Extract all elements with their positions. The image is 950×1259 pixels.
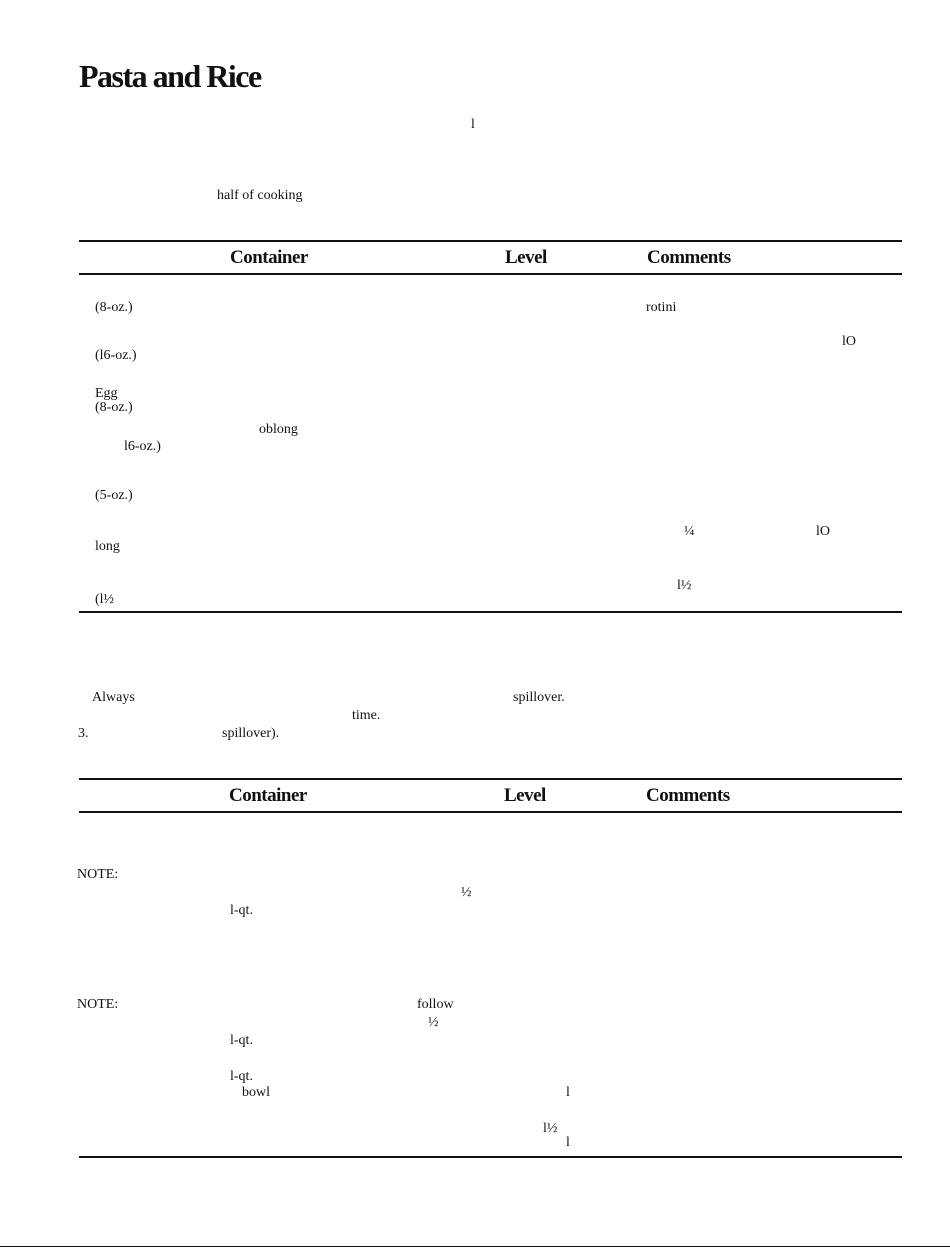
- table1-fragment: lO: [842, 334, 856, 349]
- table1-fragment: (8-oz.): [95, 300, 133, 315]
- table1-fragment: (l6-oz.): [95, 348, 137, 363]
- table1-fragment: ¼: [684, 524, 695, 539]
- table2-note-label: NOTE:: [77, 867, 119, 882]
- table2-header-rule: [79, 811, 902, 813]
- page-title: Pasta and Rice: [79, 58, 261, 94]
- table2-fragment: l-qt.: [230, 903, 253, 918]
- table2-header-level: Level: [504, 785, 546, 806]
- table2-top-rule: [79, 778, 902, 780]
- table1-top-rule: [79, 240, 902, 242]
- table1-fragment: l½: [677, 578, 692, 593]
- notes-fragment: time.: [352, 708, 381, 723]
- table2-fragment: bowl: [242, 1085, 270, 1100]
- intro-fragment: half of cooking: [217, 188, 303, 203]
- table1-fragment: (5-oz.): [95, 488, 133, 503]
- notes-fragment: spillover).: [222, 726, 280, 741]
- table2-fragment: l: [566, 1085, 570, 1100]
- table1-fragment: Egg: [95, 386, 118, 401]
- table1-fragment: (8-oz.): [95, 400, 133, 415]
- notes-fragment: 3.: [78, 726, 89, 741]
- table1-bottom-rule: [79, 611, 902, 613]
- table2-fragment: l-qt.: [230, 1069, 253, 1084]
- table1-header-container: Container: [230, 247, 308, 268]
- table2-fragment: ½: [461, 885, 472, 900]
- table1-fragment: l6-oz.): [124, 439, 161, 454]
- page-bottom-edge: [0, 1246, 950, 1247]
- table1-fragment: lO: [816, 524, 830, 539]
- table2-fragment: l-qt.: [230, 1033, 253, 1048]
- table2-fragment: l½: [543, 1121, 558, 1136]
- table1-fragment: rotini: [646, 300, 677, 315]
- notes-fragment: spillover.: [513, 690, 565, 705]
- table2-header-container: Container: [229, 785, 307, 806]
- table1-fragment: (l½: [95, 592, 115, 607]
- table2-fragment: follow: [417, 997, 454, 1012]
- table1-header-level: Level: [505, 247, 547, 268]
- table2-bottom-rule: [79, 1156, 902, 1158]
- table1-header-comments: Comments: [647, 247, 731, 268]
- intro-fragment: l: [471, 117, 475, 132]
- table2-fragment: ½: [428, 1015, 439, 1030]
- table2-header-comments: Comments: [646, 785, 730, 806]
- notes-fragment: Always: [92, 690, 135, 705]
- table1-header-rule: [79, 273, 902, 275]
- table1-fragment: long: [95, 539, 120, 554]
- table2-fragment: l: [566, 1135, 570, 1150]
- table2-note-label: NOTE:: [77, 997, 119, 1012]
- table1-fragment: oblong: [259, 422, 298, 437]
